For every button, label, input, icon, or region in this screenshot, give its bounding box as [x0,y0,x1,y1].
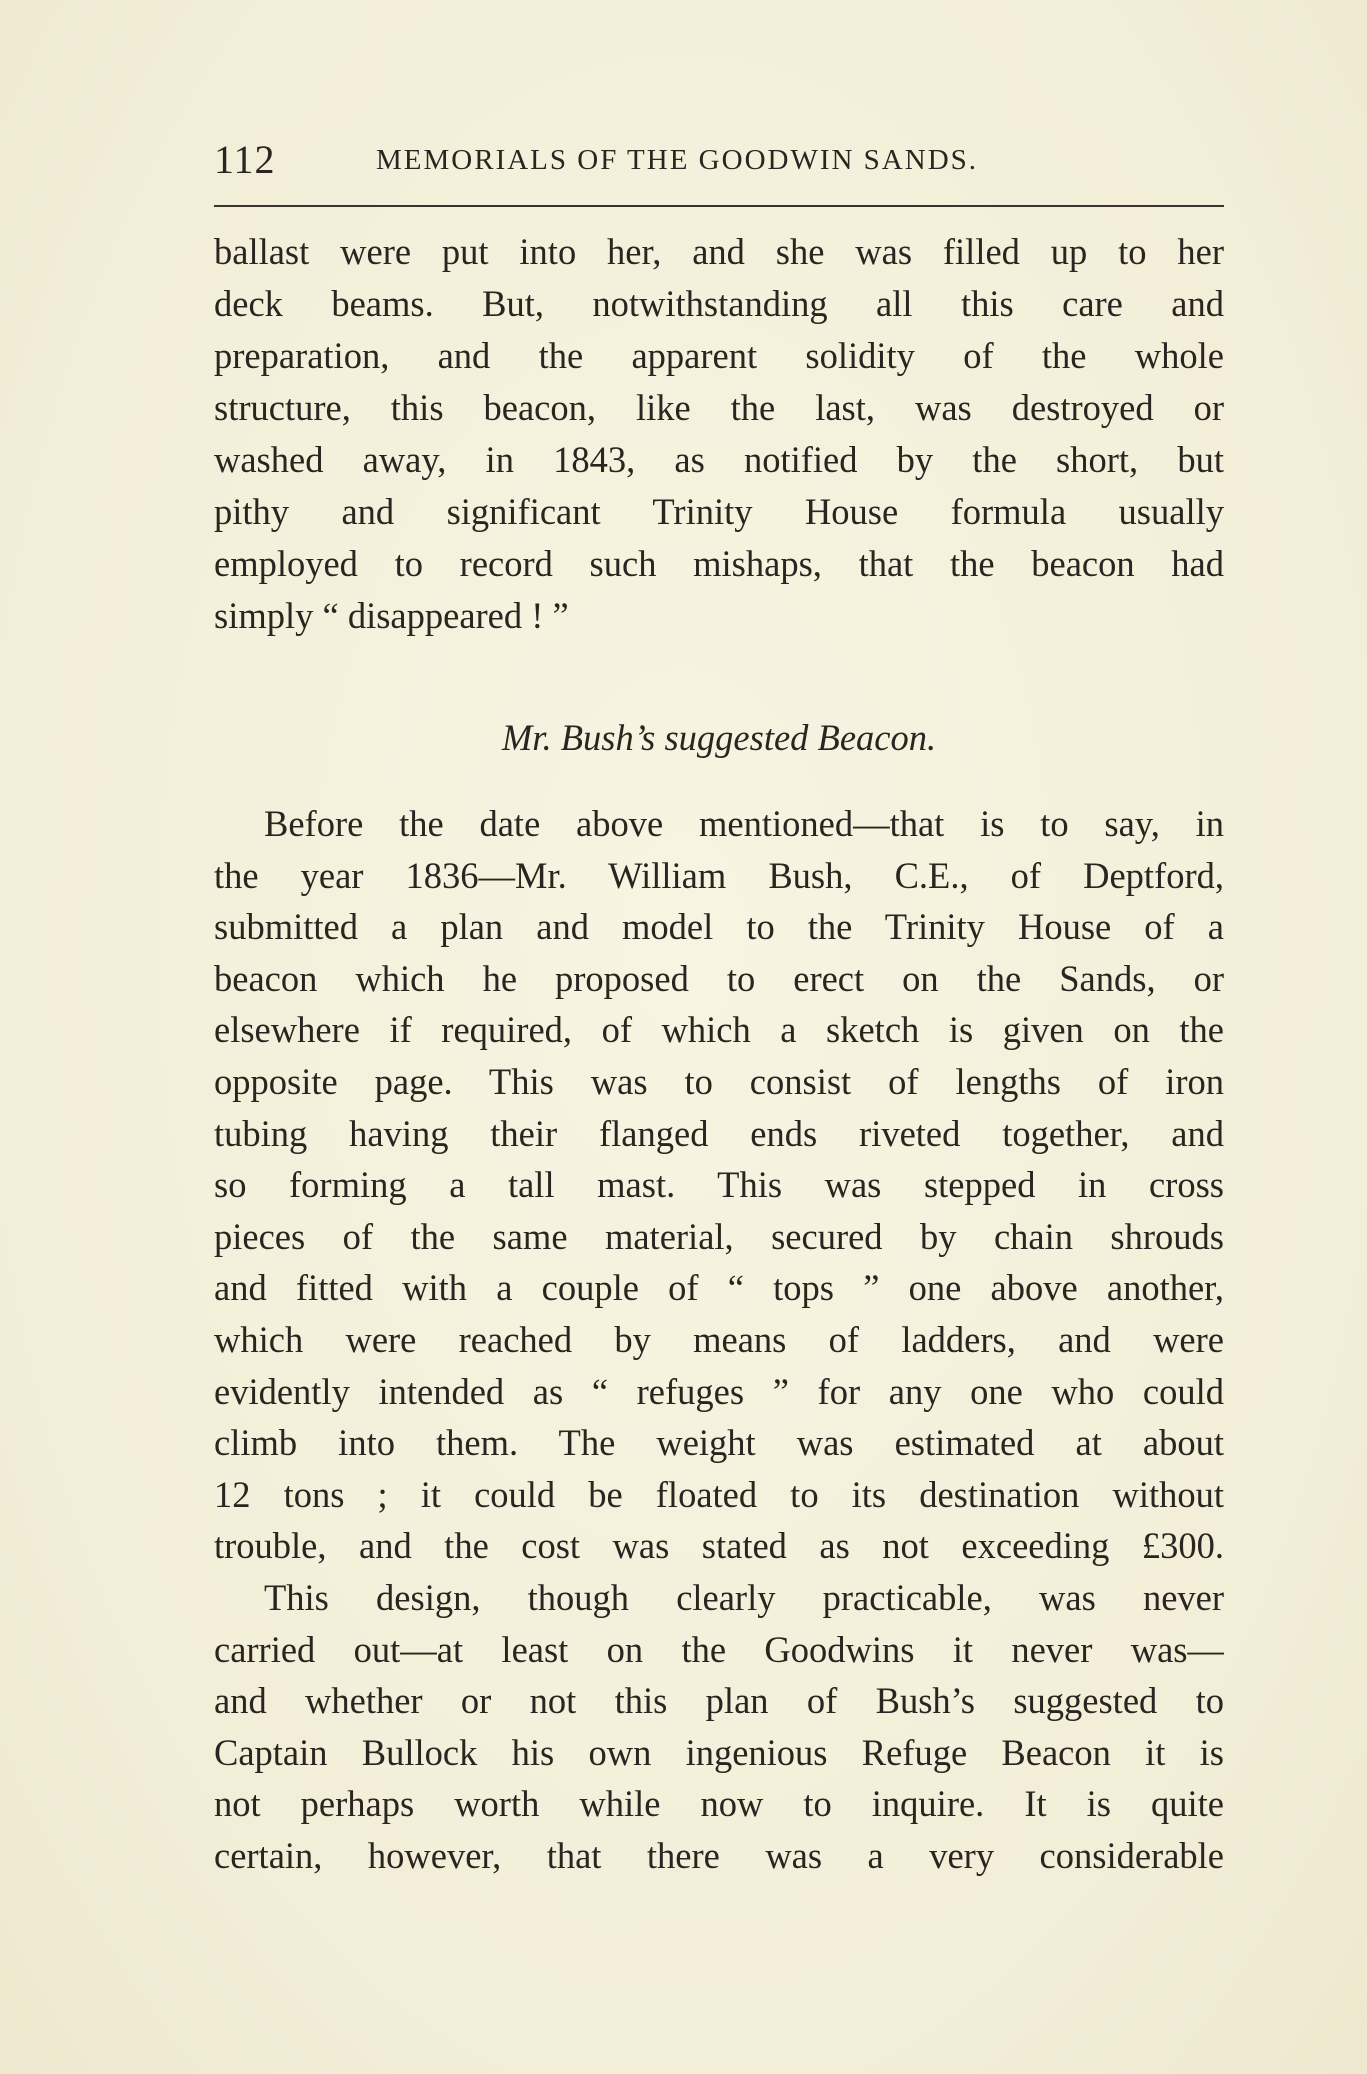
text-line: pithy and significant Trinity House formula usually [214,491,1224,532]
text-line: 12 tons ; it could be floated to its destination without [214,1473,1224,1515]
text-line: employed to record such mishaps, that the beacon had [214,543,1224,584]
paragraph-2-and-3 [214,798,1224,1881]
text-line: the year 1836—Mr. William Bush, C.E., of Deptford, [214,854,1224,896]
text-line: not perhaps worth while now to inquire. It is quite [214,1783,1224,1825]
text-line: structure, this beacon, like the last, was destroyed or [214,387,1224,428]
text-line: submitted a plan and model to the Trinity House of a [214,906,1224,948]
text-line: trouble, and the cost was stated as not exceeding £300. [214,1525,1224,1567]
header-rule [214,205,1224,207]
text-line: simply “ disappeared ! ” [214,595,569,636]
paragraph-1 [214,226,1224,642]
section-heading: Mr. Bush’s suggested Beacon. [501,717,937,758]
running-title: MEMORIALS OF THE GOODWIN SANDS. [376,144,979,176]
text-line: which were reached by means of ladders, and were [214,1318,1224,1360]
text-line: evidently intended as “ refuges ” for any one who could [214,1370,1224,1412]
text-line: elsewhere if required, of which a sketch is given on the [214,1009,1224,1051]
text-line: and fitted with a couple of “ tops ” one above another, [214,1267,1224,1309]
text-line: opposite page. This was to consist of lengths of iron [214,1060,1224,1102]
text-line: certain, however, that there was a very considerable [214,1834,1224,1876]
text-line: deck beams. But, notwithstanding all this care and [214,283,1224,324]
page-number: 112 [214,137,276,182]
text-line: beacon which he proposed to erect on the Sands, or [214,957,1224,999]
text-line: This design, though clearly practicable, was never [264,1576,1224,1618]
text-line: climb into them. The weight was estimated at about [214,1422,1224,1464]
text-line: pieces of the same material, secured by chain shrouds [214,1215,1224,1257]
text-line: carried out—at least on the Goodwins it never was— [214,1628,1224,1670]
text-line: and whether or not this plan of Bush’s suggested to [214,1680,1224,1722]
text-line: washed away, in 1843, as notified by the short, but [214,439,1224,480]
text-line: tubing having their flanged ends riveted together, and [214,1112,1224,1154]
text-line: ballast were put into her, and she was filled up to her [214,231,1224,272]
text-line: Captain Bullock his own ingenious Refuge Beacon it is [214,1731,1224,1773]
text-line: Before the date above mentioned—that is to say, in [264,803,1224,844]
text-line: so forming a tall mast. This was stepped in cross [214,1164,1224,1206]
text-line: preparation, and the apparent solidity of the whole [214,335,1224,376]
page-header [214,136,1224,186]
